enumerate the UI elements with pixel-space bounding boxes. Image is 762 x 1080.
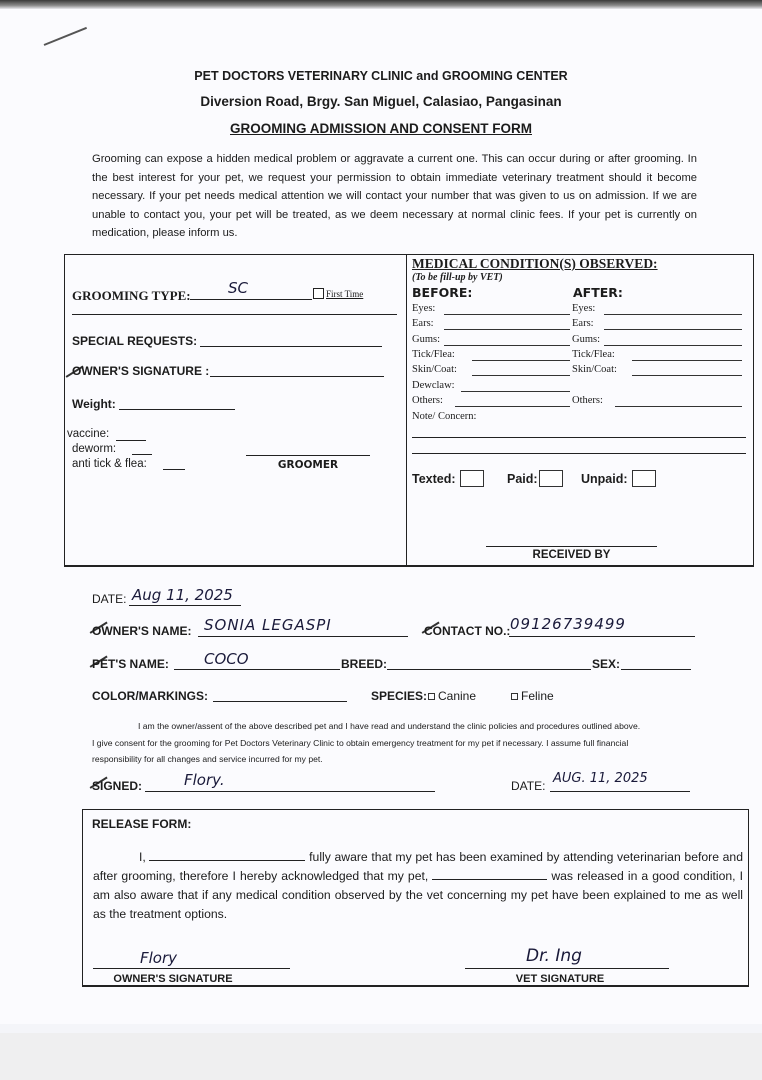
consent-line-2: I give consent for the grooming for Pet Doctors Veterinary Clinic to obtain emergency treatment for my pet if necessary. I assume full financial [92, 737, 629, 748]
texted-label: Texted: [412, 472, 456, 486]
medical-title: MEDICAL CONDITION(S) OBSERVED: [412, 256, 658, 271]
feline-checkbox[interactable] [511, 693, 518, 700]
after-field-row [572, 318, 594, 329]
color-markings-field[interactable] [213, 701, 347, 702]
release-text-1: I, [139, 850, 150, 864]
species-option-canine[interactable] [428, 689, 476, 703]
before-field-row [412, 395, 443, 406]
first-time-checkbox[interactable] [313, 288, 324, 299]
after-field-input[interactable] [632, 360, 742, 361]
medical-subtitle: (To be fill-up by VET) [412, 272, 503, 283]
vet-signature-label: VET SIGNATURE [515, 973, 605, 985]
before-field-row [412, 318, 434, 329]
after-field-label: Eyes: [572, 303, 596, 314]
note-concern-label: Note/ Concern: [412, 411, 477, 422]
after-field-label: Ears: [572, 318, 594, 330]
release-owner-name-field[interactable] [149, 860, 305, 861]
release-form-text [93, 848, 743, 924]
received-by-label: RECEIVED BY [532, 549, 611, 561]
vet-signature-field[interactable] [465, 968, 669, 969]
canine-label: Canine [438, 689, 477, 703]
signed-label: SIGNED: [92, 779, 143, 793]
before-field-row [412, 303, 435, 314]
contact-value: 09126739499 [510, 615, 626, 633]
date-field[interactable] [129, 605, 241, 606]
consent-date-field[interactable] [550, 791, 690, 792]
color-markings-label: COLOR/MARKINGS: [92, 689, 208, 703]
vaccine-field[interactable] [116, 440, 146, 441]
before-field-label: Eyes: [412, 303, 436, 314]
after-field-input[interactable] [604, 314, 742, 315]
species-label: SPECIES: [371, 689, 428, 703]
grooming-type-field[interactable] [190, 299, 312, 300]
before-field-row [412, 349, 455, 360]
release-text-2: fully aware that my pet has been examined by attending veterinarian before and after grooming, therefore I hereby acknowledged that my pet, [93, 850, 743, 883]
before-field-row [412, 380, 455, 391]
note-line-2[interactable] [412, 453, 746, 454]
before-field-label: Skin/Coat: [412, 364, 457, 376]
sex-field[interactable] [621, 669, 691, 670]
scan-edge-bottom [0, 1033, 762, 1080]
owner-name-field[interactable] [198, 636, 408, 637]
grooming-type-label: GROOMING TYPE: [72, 288, 191, 303]
after-field-label: Gums: [572, 333, 601, 345]
date-label: DATE: [92, 592, 127, 606]
consent-date-label: DATE: [511, 779, 546, 793]
signed-value: Flory. [184, 771, 225, 789]
paid-checkbox[interactable] [539, 470, 563, 487]
before-field-input[interactable] [444, 314, 570, 315]
after-field-label: Skin/Coat: [572, 364, 617, 376]
grooming-type-extra-line[interactable] [72, 314, 397, 315]
after-field-row [572, 303, 595, 314]
groomer-label: GROOMER [277, 459, 339, 471]
anti-tick-flea-field[interactable] [163, 469, 185, 470]
before-field-label: Gums: [412, 333, 441, 345]
owner-signature-label: OWNER'S SIGNATURE : [72, 364, 210, 378]
date-value: Aug 11, 2025 [132, 586, 233, 604]
species-option-feline[interactable] [511, 689, 554, 703]
first-time-label: First Time [326, 289, 364, 299]
before-field-input[interactable] [472, 375, 570, 376]
contact-field[interactable] [509, 636, 695, 637]
unpaid-label: Unpaid: [581, 472, 628, 486]
weight-label: Weight: [72, 397, 116, 411]
paid-label: Paid: [507, 472, 538, 486]
feline-label: Feline [521, 689, 554, 703]
grooming-type-value: SC [228, 279, 248, 297]
canine-checkbox[interactable] [428, 693, 435, 700]
before-field-label: Dewclaw: [412, 379, 455, 391]
release-pet-name-field[interactable] [432, 879, 547, 880]
vaccine-label: vaccine: [67, 428, 110, 440]
after-field-label: Others: [572, 394, 603, 406]
before-field-input[interactable] [444, 345, 570, 346]
release-owner-signature-value: Flory [140, 949, 178, 967]
texted-checkbox[interactable] [460, 470, 484, 487]
consent-line-3: responsibility for all changes and service incurred for my pet. [92, 754, 323, 764]
signed-field[interactable] [145, 791, 435, 792]
after-field-input[interactable] [604, 329, 742, 330]
after-field-row [572, 349, 615, 360]
clinic-address: Diversion Road, Brgy. San Miguel, Calasiao, Pangasinan [200, 94, 562, 109]
anti-tick-flea-label: anti tick & flea: [72, 458, 147, 470]
consent-date-value: AUG. 11, 2025 [553, 771, 648, 786]
form-title: GROOMING ADMISSION AND CONSENT FORM [230, 121, 532, 136]
after-field-input[interactable] [615, 406, 742, 407]
after-field-label: Tick/Flea: [572, 348, 615, 360]
release-form-title: RELEASE FORM: [92, 817, 192, 831]
owner-name-value: SONIA LEGASPI [204, 616, 332, 634]
release-owner-signature-label: OWNER'S SIGNATURE [113, 973, 233, 985]
note-line-1[interactable] [412, 437, 746, 438]
before-field-label: Others: [412, 394, 443, 406]
after-heading: AFTER: [573, 285, 623, 300]
owner-signature-field[interactable] [210, 376, 384, 377]
vet-signature-value: Dr. Ing [526, 946, 582, 966]
special-requests-field[interactable] [200, 346, 382, 347]
before-field-input[interactable] [472, 360, 570, 361]
special-requests-label: SPECIAL REQUESTS: [72, 334, 198, 348]
before-field-input[interactable] [444, 329, 570, 330]
before-field-label: Tick/Flea: [412, 348, 455, 360]
clinic-name: PET DOCTORS VETERINARY CLINIC and GROOMING CENTER [194, 69, 568, 83]
release-owner-signature-field[interactable] [93, 968, 290, 969]
intro-paragraph: Grooming can expose a hidden medical problem or aggravate a current one. This can occur during or after grooming. In the best interest for your pet, we request your permission to obtain immediate veterinary treatment should it become necessary. If your pet needs medical attention we will contact your number that was given to us on admission. If we are unable to contact you, your pet will be treated, as we deem necessary at normal clinic fees. If your pet is currently on medication, please inform us. [92, 153, 697, 239]
before-field-row [412, 364, 457, 375]
scan-edge-top [0, 0, 762, 9]
after-field-row [572, 334, 600, 345]
groomer-signature-field[interactable] [246, 455, 370, 456]
sex-label: SEX: [592, 657, 621, 671]
before-heading: BEFORE: [412, 285, 473, 300]
after-field-input[interactable] [604, 345, 742, 346]
after-field-row [572, 395, 603, 406]
deworm-label: deworm: [72, 443, 117, 455]
consent-line-1: I am the owner/assent of the above described pet and I have read and understand the clinic policies and procedures outlined above. [138, 721, 641, 731]
after-field-row [572, 364, 617, 375]
before-field-input[interactable] [461, 391, 570, 392]
deworm-field[interactable] [132, 454, 152, 455]
owner-name-label: OWNER'S NAME: [92, 624, 192, 638]
after-field-input[interactable] [632, 375, 742, 376]
unpaid-checkbox[interactable] [632, 470, 656, 487]
breed-field[interactable] [387, 669, 591, 670]
before-field-label: Ears: [412, 318, 434, 330]
breed-label: BREED: [341, 657, 388, 671]
contact-label: CONTACT NO.: [424, 624, 511, 638]
received-by-field[interactable] [486, 546, 657, 547]
before-field-input[interactable] [455, 406, 570, 407]
weight-field[interactable] [119, 409, 235, 410]
before-field-row [412, 334, 440, 345]
pet-name-label: PET'S NAME: [92, 657, 169, 671]
pet-name-field[interactable] [174, 669, 340, 670]
consent-text [92, 718, 697, 768]
release-text-3: was released in a good condition, I am also aware that if any medical condition observed by the vet concerning my pet have been explained to me as well as the treatment options. [93, 869, 744, 921]
pet-name-value: COCO [204, 650, 249, 668]
